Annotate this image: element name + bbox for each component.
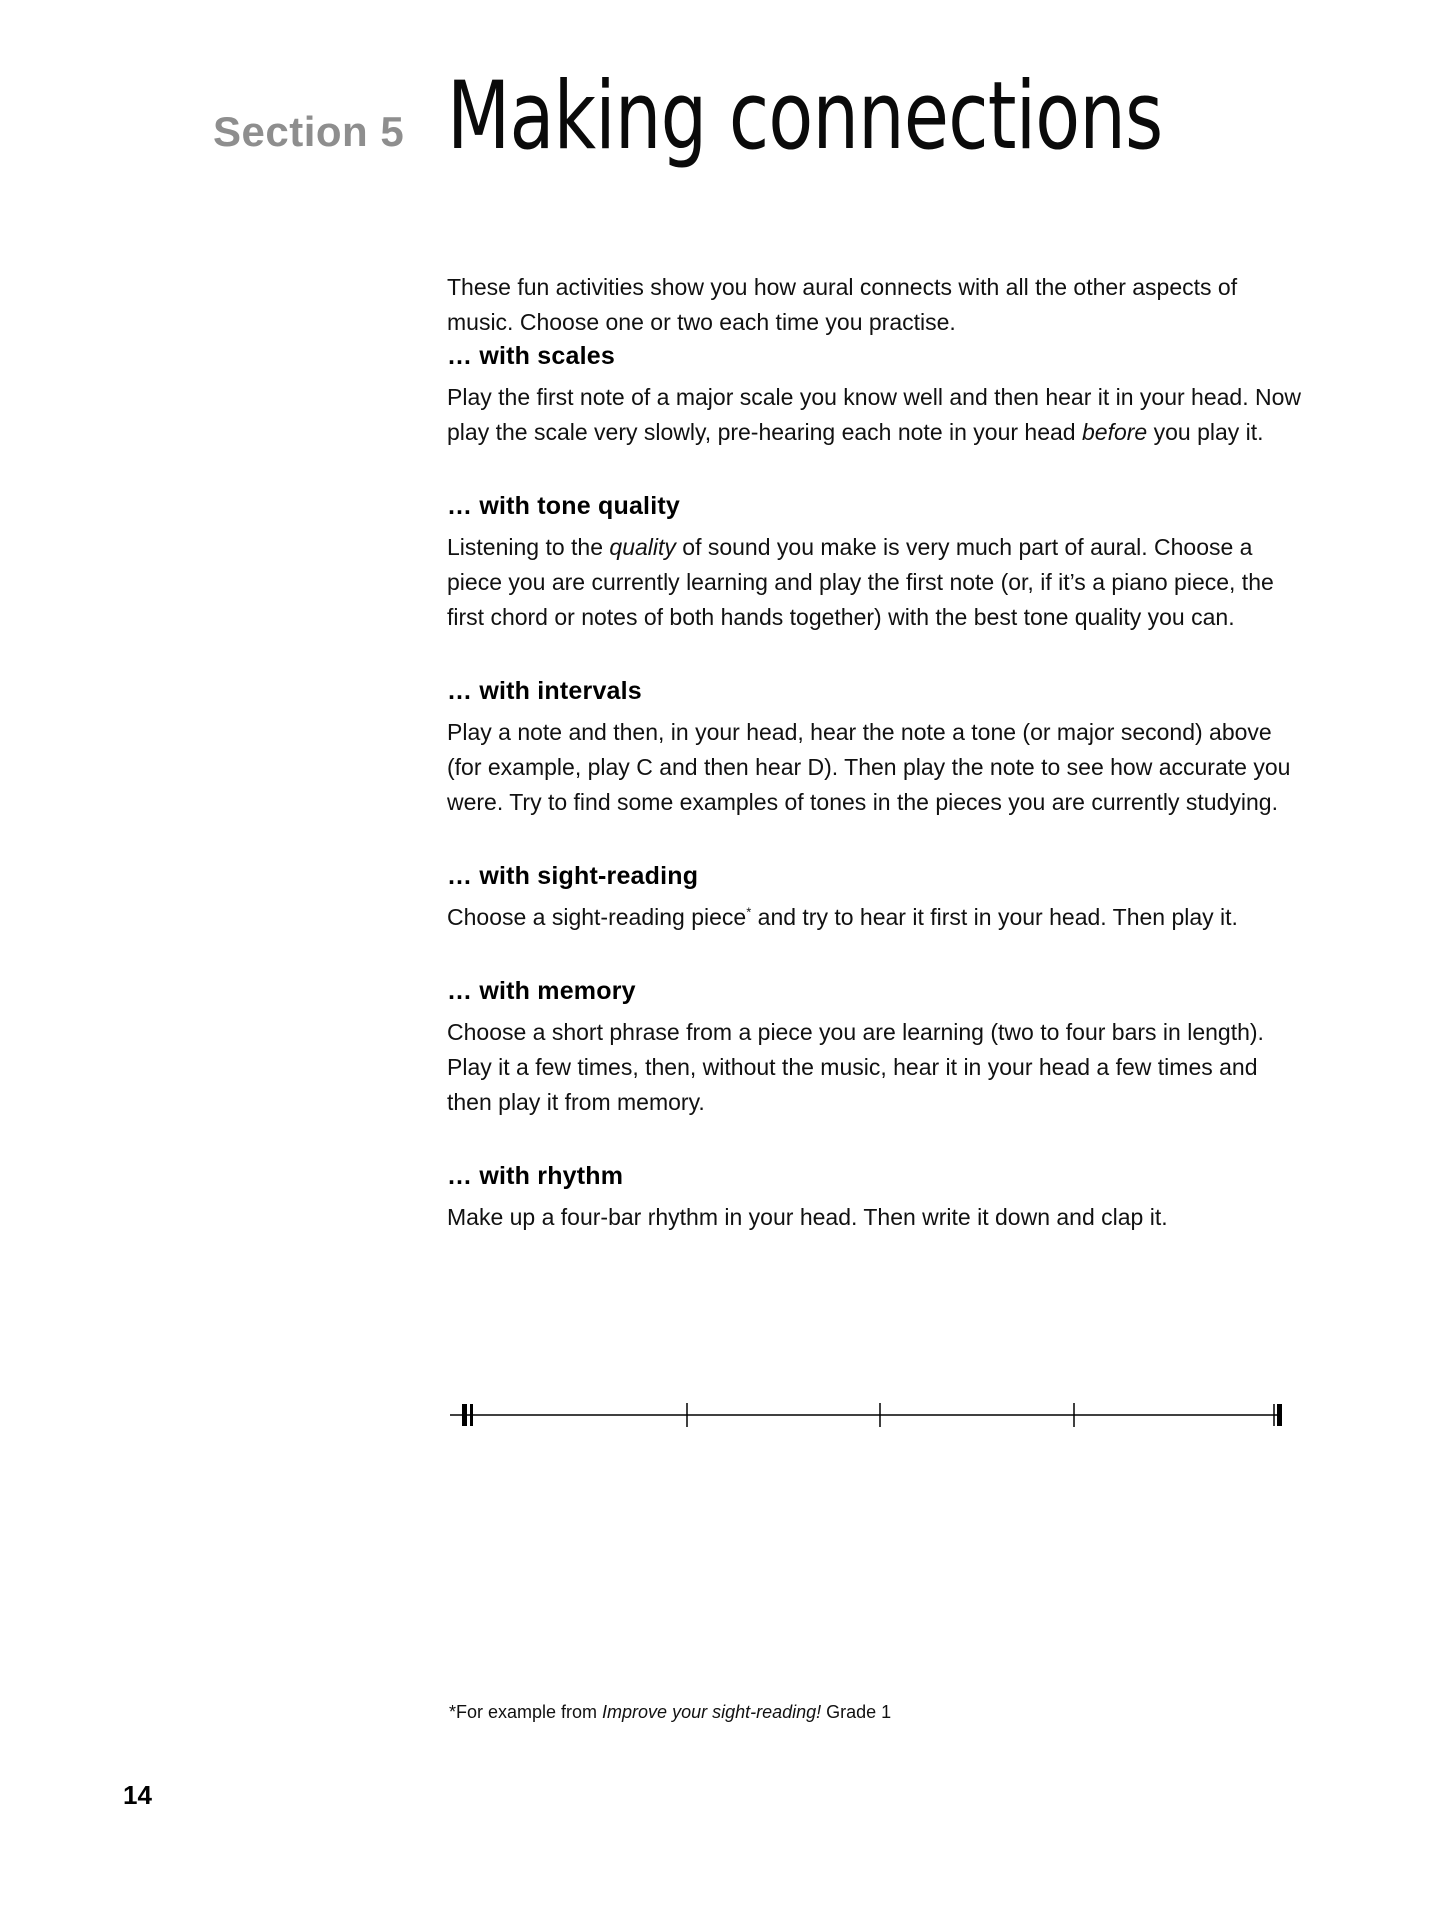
scales-heading: … with scales [447,342,615,370]
main-content [447,270,1307,1275]
sight-reading-heading: … with sight-reading [447,862,699,890]
tone-quality-body-emphasis: quality [609,534,676,560]
memory-section [447,975,1307,1120]
rhythm-heading: … with rhythm [447,1162,624,1190]
scales-body [447,380,1307,450]
rhythm-staff [447,1395,1287,1435]
rhythm-body: Make up a four-bar rhythm in your head. Then write it down and clap it. [447,1204,1168,1230]
memory-body: Choose a short phrase from a piece you are learning (two to four bars in length). Play it a few times, then, without the music, hear it in your head a few times and then play it from memory. [447,1019,1264,1115]
sight-reading-section [447,860,1307,935]
scales-body-emphasis: before [1081,419,1148,445]
final-thick-bar [1277,1404,1282,1426]
tone-quality-body [447,530,1307,635]
sight-reading-body [447,900,1307,935]
intervals-heading: … with intervals [447,677,642,705]
footnote [449,1700,891,1724]
footnote-book-title: Improve your sight-reading! [602,1702,822,1722]
intro-paragraph: These fun activities show you how aural connects with all the other aspects of music. Choose one or two each time you practise. [447,274,1238,335]
footnote-marker: * [746,904,752,920]
section-label: Section 5 [213,108,405,155]
memory-heading: … with memory [447,977,636,1005]
sight-reading-body-text-end: and try to hear it first in your head. Then play it. [751,904,1238,930]
start-repeat-thin-bar [470,1404,473,1426]
rhythm-section [447,1160,1307,1235]
intervals-section [447,675,1307,820]
tone-quality-body-text-end: of sound you make is very much part of aural. Choose a piece you are currently learning and play the first note (or, if it’s a piano piece, the first chord or notes of both hands together) with the best tone quality you can. [447,534,1274,630]
footnote-text-end: Grade 1 [821,1702,892,1722]
start-repeat-thick-bar [462,1404,467,1426]
tone-quality-body-text: Listening to the [447,534,610,560]
scales-section [447,340,1307,450]
tone-quality-section [447,490,1307,635]
sight-reading-body-text: Choose a sight-reading piece [447,904,747,930]
page-title: Making connections [447,62,1163,171]
scales-body-text: Play the first note of a major scale you know well and then hear it in your head. Now play the scale very slowly, pre-hearing each note in your head [447,384,1302,445]
page-number: 14 [123,1780,152,1810]
footnote-text: *For example from [449,1702,603,1722]
scales-body-text-end: you play it. [1147,419,1264,445]
tone-quality-heading: … with tone quality [447,492,680,520]
intervals-body: Play a note and then, in your head, hear the note a tone (or major second) above (for example, play C and then hear D). Then play the note to see how accurate you were. Try to find some examples of tones in the pieces you are currently studying. [447,719,1291,815]
